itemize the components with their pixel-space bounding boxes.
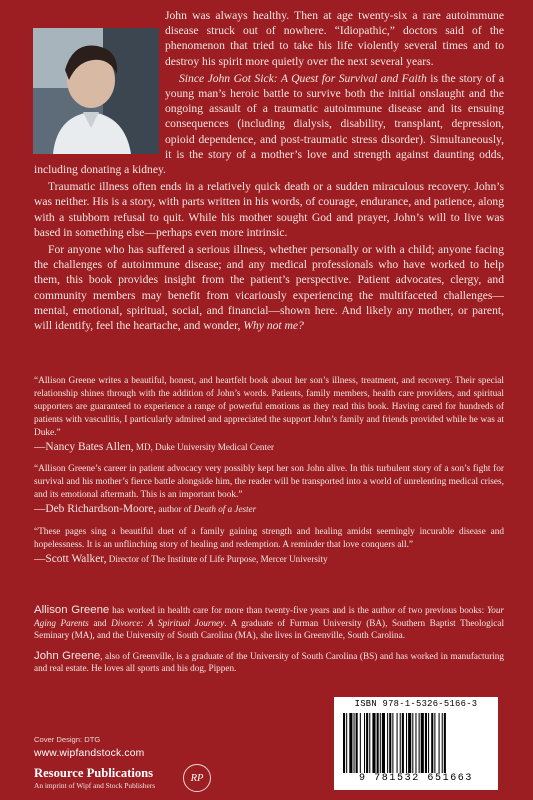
endorser-role: MD, Duke University Medical Center <box>133 441 275 452</box>
barcode-bar <box>372 713 375 773</box>
barcode-bar <box>382 713 385 773</box>
endorser-name: —Nancy Bates Allen, <box>34 440 134 453</box>
endorsement-text: “These pages sing a beautiful duet of a family gaining strength and healing amidst seemingly incurable disease and hopelessness. It is an unflinching story of healing and redemption. A reminder that love conquers all.” <box>34 527 504 550</box>
barcode-bar <box>377 713 379 773</box>
endorsement-attribution <box>34 503 504 516</box>
isbn-barcode <box>334 697 498 790</box>
barcode-bar <box>412 713 413 773</box>
bio-john <box>34 650 504 675</box>
bio-text: and <box>88 617 112 628</box>
author-name: Allison Greene <box>34 604 110 616</box>
bio-book-title: Your Aging Parents <box>34 605 505 628</box>
isbn-label: ISBN 978-1-5326-5166-3 <box>354 699 478 709</box>
blurb-text: John was always healthy. Then at age twenty-six a rare autoimmune disease struck out of nowhere. “Idiopathic,” doctors said of the phenomenon that tried to take his life violently several times and to destroy his spirit more quietly over the next several years. <box>165 9 504 68</box>
endorsement <box>34 526 504 566</box>
photo-spacer <box>34 8 165 158</box>
barcode-bar <box>419 713 420 773</box>
endorser-name: —Deb Richardson-Moore, <box>34 503 157 516</box>
barcode-bar <box>369 713 370 773</box>
barcode-bar <box>434 713 435 773</box>
endorsement <box>34 375 504 453</box>
barcode-bars <box>343 713 489 773</box>
blurb-italic: Why not me? <box>243 319 304 333</box>
blurb-paragraph <box>34 242 504 333</box>
cover-design-credit: Cover Design: DTG <box>34 735 101 744</box>
barcode-bar <box>389 713 391 773</box>
barcode-bar <box>444 713 446 773</box>
barcode-bar <box>406 713 407 773</box>
barcode-bar <box>360 713 361 773</box>
barcode-bar <box>439 713 440 773</box>
endorsement-attribution <box>34 553 504 566</box>
author-bios <box>34 604 504 683</box>
barcode-digits: 9 781532 651663 <box>358 773 473 784</box>
endorsement-text: “Allison Greene’s career in patient advocacy very possibly kept her son John alive. In this turbulent story of a son’s fight for survival and his mother’s fierce battle alongside him, the reader will be transported into a world of unrelenting medical crises, and its emotional aftermath. This is an important book.” <box>34 464 504 501</box>
description-blurb <box>34 8 504 335</box>
blurb-text: Traumatic illness often ends in a relatively quick death or a sudden miraculous recovery. John’s was neither. His is a story, with parts written in his words, of courage, endurance, and patience, along with a stubborn refusal to quit. While his mother sought God and prayer, John’s will to live was based in something else—perhaps even more intrinsic. <box>34 180 504 239</box>
barcode-bar <box>346 713 347 773</box>
barcode-bar <box>392 713 393 773</box>
endorsement-attribution <box>34 441 504 454</box>
endorser-role: Director of The Institute of Life Purpose, Mercer University <box>106 553 328 564</box>
bio-book-title: Divorce: A Spiritual Journey <box>111 617 225 628</box>
publisher-website: www.wipfandstock.com <box>34 748 145 759</box>
barcode-bar <box>380 713 381 773</box>
endorser-book: Death of a Jester <box>193 504 257 515</box>
barcode-bar <box>431 713 433 773</box>
publisher-imprint: An imprint of Wipf and Stock Publishers <box>34 781 156 790</box>
barcode-bar <box>442 713 443 773</box>
endorsement <box>34 463 504 516</box>
blurb-text: For anyone who has suffered a serious illness, whether personally or with a child; anyone facing the challenges of autoimmune disease; and any medical professionals who have worked to help them, this book provides insight from the patient’s perspective. Patient advocates, clergy, and community members may benefit from vicariously experiencing the multifaceted challenges—mental, emotional, spiritual, social, and financial—shown here. And likely any mother, or parent, will identify, feel the heartache, and wonder, <box>34 243 504 333</box>
endorsement-text: “Allison Greene writes a beautiful, honest, and heartfelt book about her son’s illness, treatment, and recovery. Their special relationship shines through with the addition of John’s words. Patients, family members, health care providers, and spiritual supporters are guaranteed to experience a range of powerful emotions as they read this book. Having cared for hundreds of patients with vasculitis, I particularly admired and appreciated the support John’s family and friends provided while he was at Duke.” <box>34 376 504 438</box>
book-title: Since John Got Sick: A Quest for Survival and Faith <box>179 71 427 85</box>
barcode-bar <box>397 713 398 773</box>
barcode-bar <box>415 713 416 773</box>
endorsements <box>34 375 504 576</box>
blurb-paragraph <box>34 179 504 240</box>
blurb-text: is the story of a young man’s heroic battle to survive both the initial onslaught and the ongoing assault of a traumatic autoimmune disease and its ensuing consequences (including dialysis, disability, transplant, depression, opioid dependence, and post-traumatic stress disorder). Simultaneously, it is the story of a mother’s love and strength against daunting odds, including donating a kidney. <box>34 71 504 177</box>
bio-allison <box>34 604 504 642</box>
bio-text: has worked in health care for more than twenty-five years and is the author of two previous books: <box>109 605 487 615</box>
barcode-bar <box>402 713 404 773</box>
logo-letters: RP <box>190 772 204 784</box>
bio-text: . A graduate of Furman University (BA), Southern Baptist Theological Seminary (MA), and the University of South Carolina (MA), she lives in Greenville, South Carolina. <box>34 617 505 641</box>
barcode-bar <box>343 713 345 773</box>
publisher-name: Resource Publications <box>34 766 154 780</box>
barcode-bar <box>421 713 424 773</box>
barcode-bar <box>364 713 365 773</box>
barcode-bar <box>428 713 429 773</box>
barcode-bar <box>387 713 388 773</box>
barcode-bar <box>425 713 427 773</box>
barcode-bar <box>408 713 411 773</box>
author-name: John Greene <box>34 649 101 662</box>
barcode-bar <box>366 713 368 773</box>
publisher-logo <box>183 764 211 792</box>
bio-text: , also of Greenville, is a graduate of the University of South Carolina (BS) and has worked in manufacturing and real estate. He loves all sports and his dog, Pippen. <box>34 650 504 674</box>
barcode-bar <box>356 713 358 773</box>
endorser-name: —Scott Walker, <box>34 552 107 565</box>
barcode-bar <box>400 713 401 773</box>
endorser-role: author of <box>156 504 194 515</box>
barcode-bar <box>354 713 355 773</box>
barcode-bar <box>349 713 352 773</box>
